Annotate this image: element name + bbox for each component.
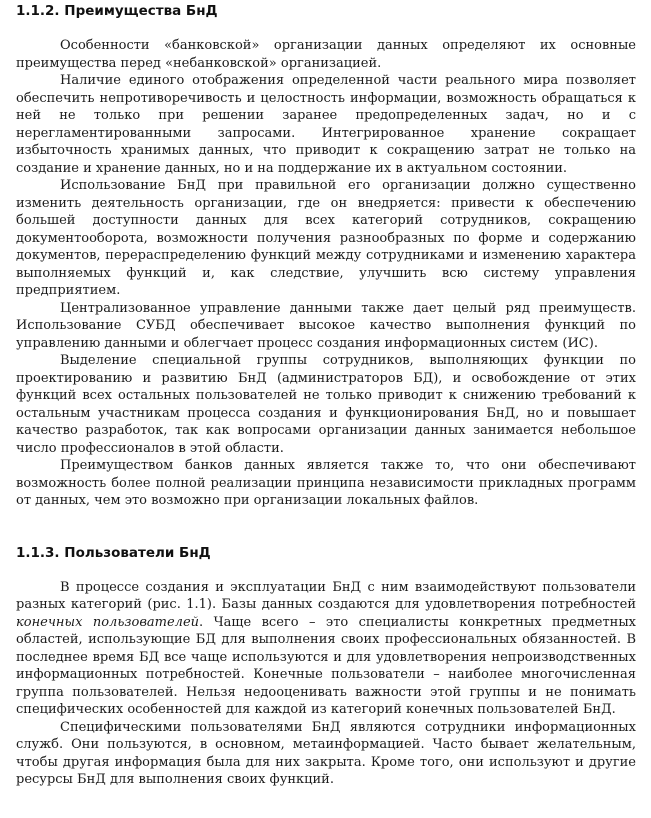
paragraph: Преимуществом банков данных является также то, что они обеспечивают возможность более полной реализации принципа независимости прикладных программ от данных, чем это возможно при организации локальных файлов. <box>16 458 636 508</box>
paragraph-text: . Чаще всего – это специалисты конкретных предметных областей, использующие БД для выполнения своих профессиональных обязанностей. В последнее время БД все чаще используются и для удовлетворения непроизводственных информационных потребностей. Конечные пользователи – наиболее многочисленная группа пользователей. Нельзя недооценивать важности этой группы и не понимать специфических особенностей для каждой из категорий конечных пользователей БнД. <box>16 614 636 717</box>
paragraph: Использование БнД при правильной его организации должно существенно изменить деятельность организации, где он внедряется: привести к обеспечению большей доступности данных для всех категорий сотрудников, сокращению документооборота, возможности получения разнообразных по форме и содержанию документов, перераспределению функций между сотрудниками и изменению характера выполняемых функций и, как следствие, улучшить всю систему управления предприятием. <box>16 178 636 298</box>
document-page <box>16 0 636 789</box>
italic-term: конечных пользователей <box>16 614 200 630</box>
paragraph <box>16 579 636 719</box>
paragraph: Особенности «банковской» организации данных определяют их основные преимущества перед «небанковской» организацией. <box>16 38 636 71</box>
paragraph: Специфическими пользователями БнД являются сотрудники информационных служб. Они пользуются, в основном, метаинформацией. Часто бывает желательным, чтобы другая информация была для них закрыта. Кроме того, они используют и другие ресурсы БнД для выполнения своих функций. <box>16 719 636 787</box>
section-heading-advantages: 1.1.2. Преимущества БнД <box>16 3 218 19</box>
paragraph-text: В процессе создания и эксплуатации БнД с ним взаимодействуют пользователи разных категорий (рис. 1.1). Базы данных создаются для удовлетворения потребностей <box>16 579 636 612</box>
paragraph: Выделение специальной группы сотрудников, выполняющих функции по проектированию и развитию БнД (администраторов БД), и освобождение от этих функций всех остальных пользователей не только приводит к снижению требований к остальным участникам процесса создания и функционирования БнД, но и повышает качество разработок, так как вопросами организации данных занимается небольшое число профессионалов в этой области. <box>16 353 636 456</box>
section-heading-users: 1.1.3. Пользователи БнД <box>16 544 211 561</box>
paragraph: Наличие единого отображения определенной части реального мира позволяет обеспечить непротиворечивость и целостность информации, возможность обращаться к ней не только при решении заранее предопределенных задач, но и с нерегламентированными запросами. Интегрированное хранение сокращает избыточность хранимых данных, что приводит к сокращению затрат не только на создание и хранение данных, но и на поддержание их в актуальном состоянии. <box>16 73 636 176</box>
paragraph: Централизованное управление данными также дает целый ряд преимуществ. Использование СУБД обеспечивает высокое качество выполнения функций по управлению данными и облегчает процесс создания информационных систем (ИС). <box>16 300 636 351</box>
section-body-users <box>16 579 636 789</box>
section-body-advantages <box>16 37 636 510</box>
